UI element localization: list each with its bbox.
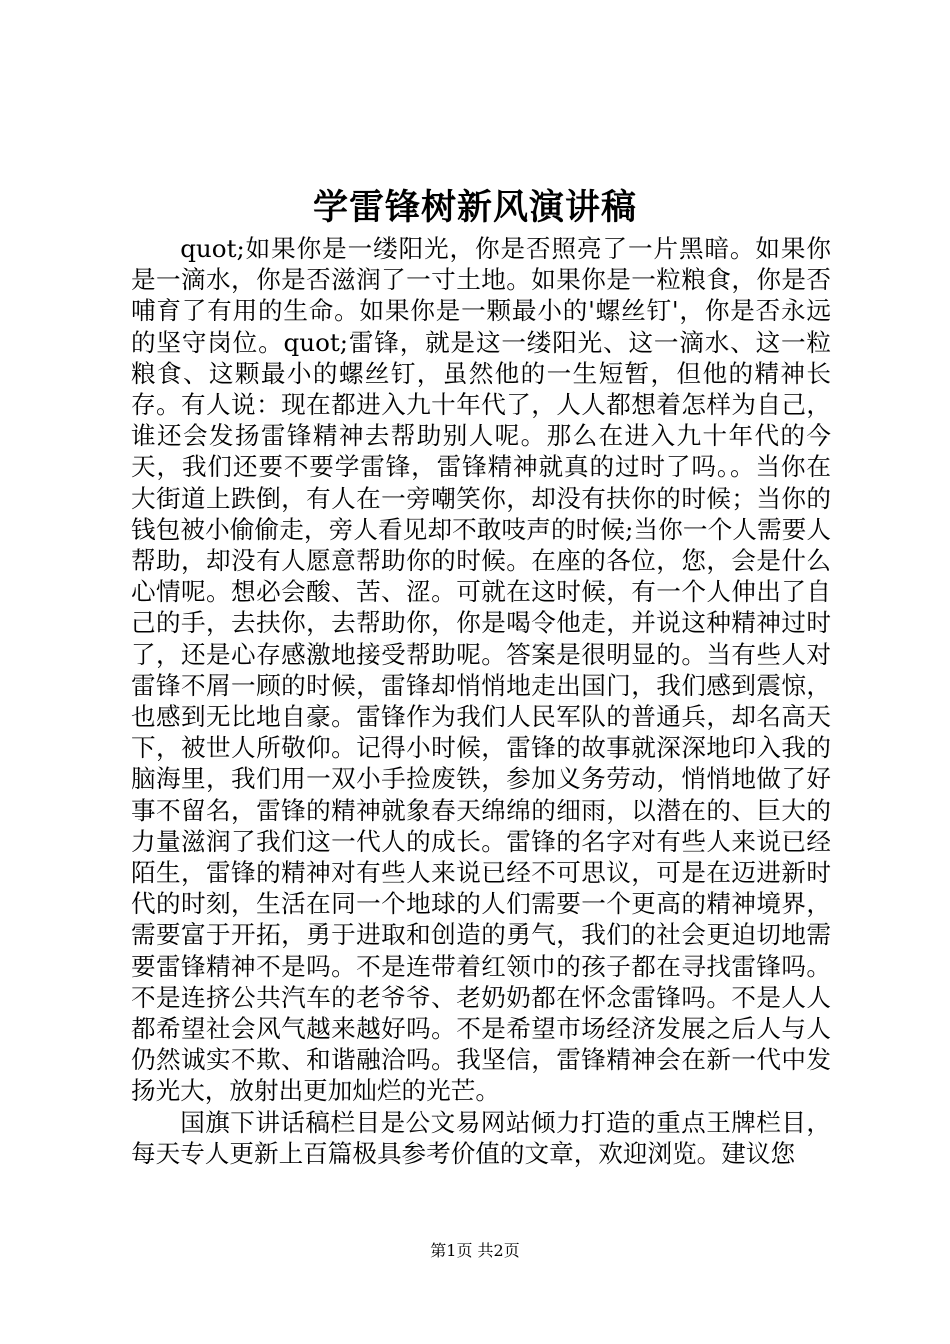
body-paragraph-2: 国旗下讲话稿栏目是公文易网站倾力打造的重点王牌栏目，每天专人更新上百篇极具参考价值的文章，欢迎浏览。建议您 [131,1107,831,1168]
body-paragraph-1: quot;如果你是一缕阳光，你是否照亮了一片黑暗。如果你是一滴水，你是否滋润了一寸土地。如果你是一粒粮食，你是否哺育了有用的生命。如果你是一颗最小的'螺丝钉'，你是否永远的坚守岗位。quot;雷锋，就是这一缕阳光、这一滴水、这一粒粮食、这颗最小的螺丝钉，虽然他的一生短暂，但他的精神长存。有人说：现在都进入九十年代了，人人都想着怎样为自己，谁还会发扬雷锋精神去帮助别人呢。那么在进入九十年代的今天，我们还要不要学雷锋，雷锋精神就真的过时了吗。。当你在大街道上跌倒，有人在一旁嘲笑你，却没有扶你的时候；当你的钱包被小偷偷走，旁人看见却不敢吱声的时候;当你一个人需要人帮助，却没有人愿意帮助你的时候。在座的各位，您，会是什么心情呢。想必会酸、苦、涩。可就在这时候，有一个人伸出了自己的手，去扶你，去帮助你，你是喝令他走，并说这种精神过时了，还是心存感激地接受帮助呢。答案是很明显的。当有些人对雷锋不屑一顾的时候，雷锋却悄悄地走出国门，我们感到震惊，也感到无比地自豪。雷锋作为我们人民军队的普通兵，却名高天下，被世人所敬仰。记得小时候，雷锋的故事就深深地印入我的脑海里，我们用一双小手捡废铁，参加义务劳动，悄悄地做了好事不留名，雷锋的精神就象春天绵绵的细雨，以潜在的、巨大的力量滋润了我们这一代人的成长。雷锋的名字对有些人来说已经陌生，雷锋的精神对有些人来说已经不可思议，可是在迈进新时代的时刻，生活在同一个地球的人们需要一个更高的精神境界，需要富于开拓，勇于进取和创造的勇气，我们的社会更迫切地需要雷锋精神不是吗。不是连带着红领巾的孩子都在寻找雷锋吗。不是连挤公共汽车的老爷爷、老奶奶都在怀念雷锋吗。不是人人都希望社会风气越来越好吗。不是希望市场经济发展之后人与人仍然诚实不欺、和谐融洽吗。我坚信，雷锋精神会在新一代中发扬光大，放射出更加灿烂的光芒。 [131,234,831,1106]
document-title: 学雷锋树新风演讲稿 [312,187,637,228]
page-number-footer: 第1页 共2页 [430,1241,520,1260]
document-body [131,233,831,1169]
